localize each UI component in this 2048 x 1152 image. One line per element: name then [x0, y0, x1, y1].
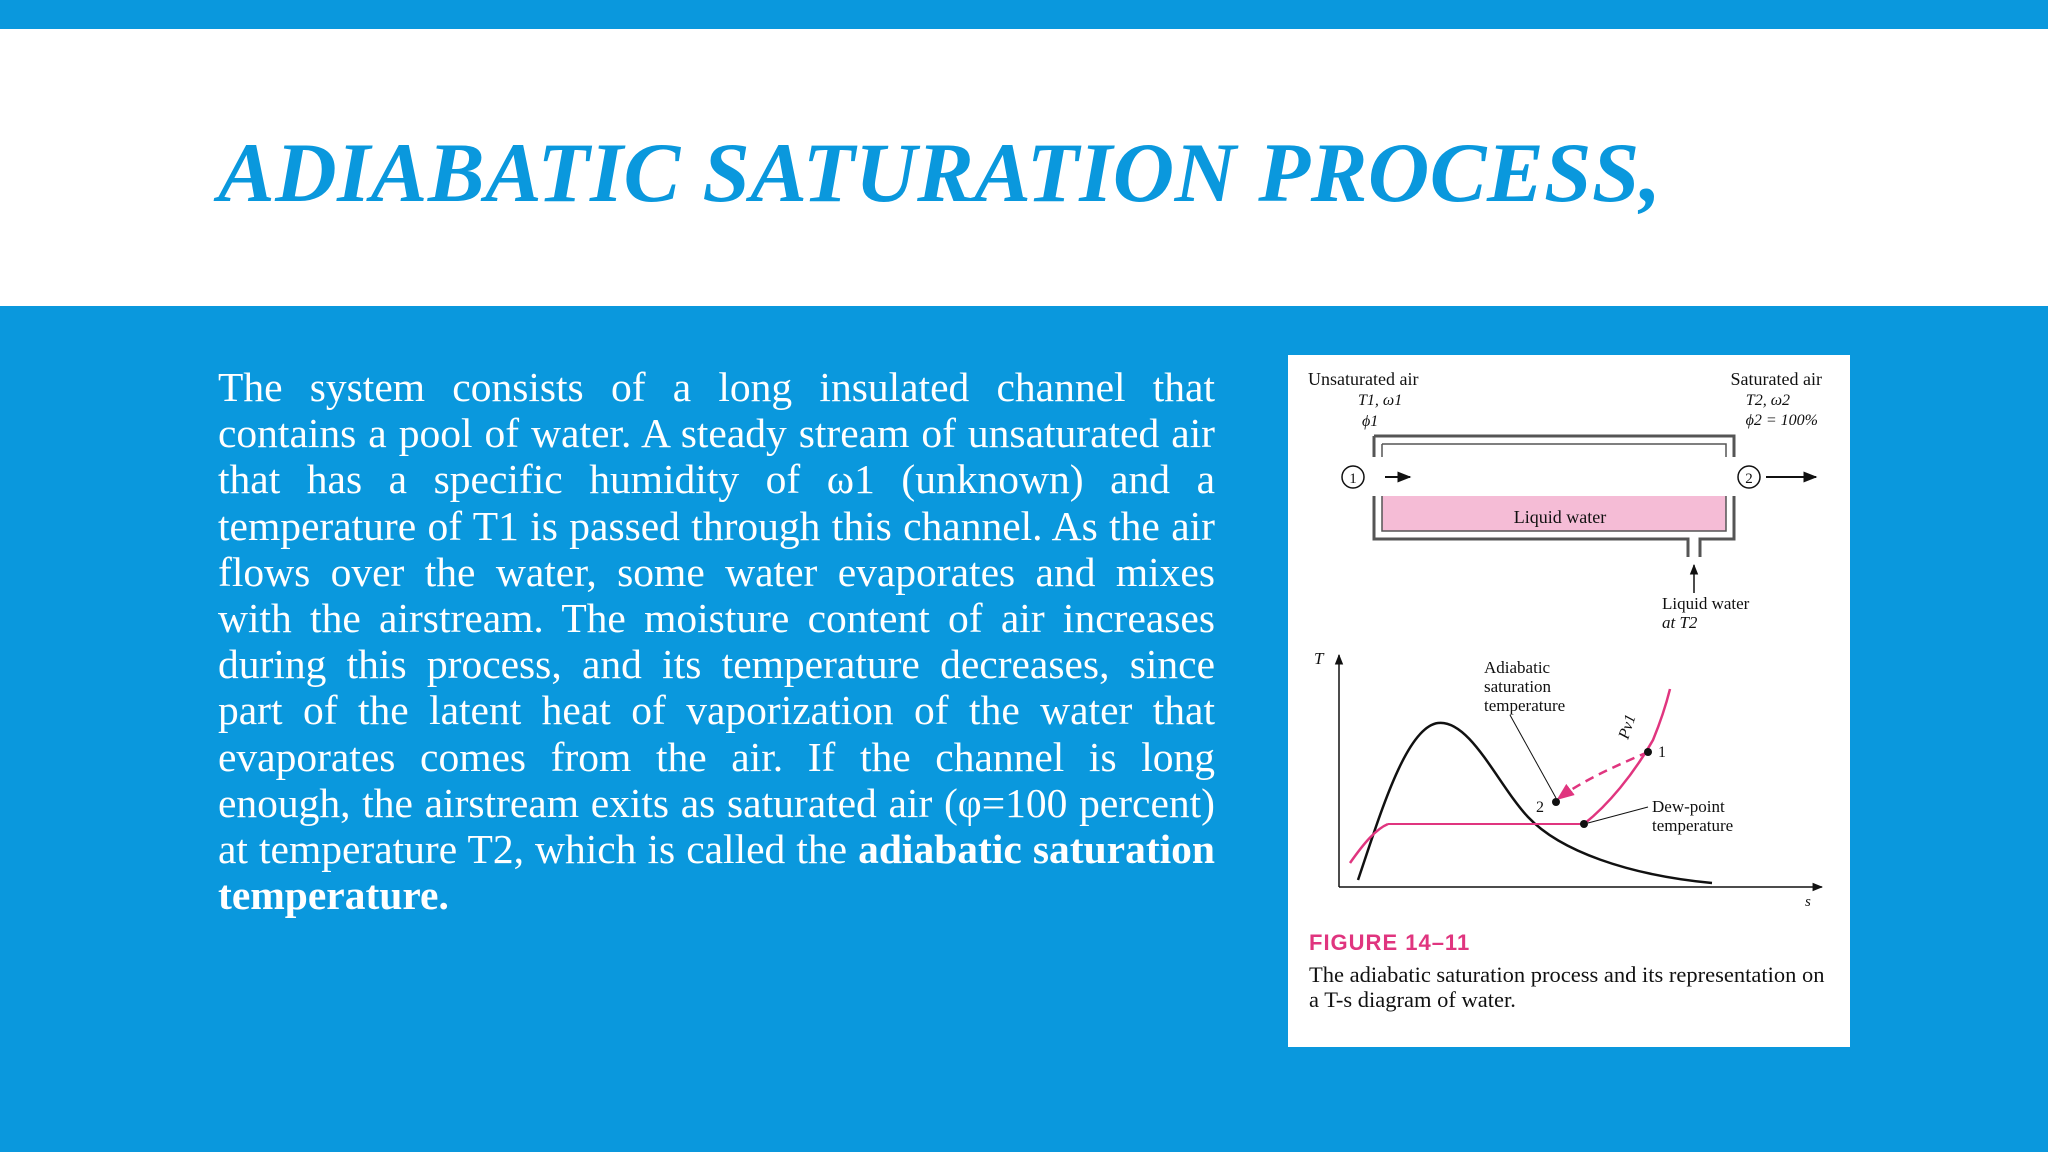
makeup-temp: at T2 — [1662, 613, 1698, 632]
figure-caption: The adiabatic saturation process and its representation on a T-s diagram of water. — [1309, 962, 1825, 1012]
figure-panel — [1288, 355, 1850, 1047]
inlet-phi: ϕ1 — [1362, 413, 1379, 430]
dew-label-2: temperature — [1652, 816, 1734, 835]
y-axis-label: T — [1314, 649, 1324, 668]
state-label-out: 2 — [1745, 471, 1753, 487]
body-paragraph — [218, 364, 1215, 918]
outlet-phi: ϕ2 = 100% — [1745, 412, 1818, 429]
inlet-title: Unsaturated air — [1308, 369, 1419, 389]
makeup-label: Liquid water — [1662, 594, 1750, 613]
adiabatic-label-3: temperature — [1484, 696, 1566, 715]
point-2-marker — [1552, 798, 1560, 806]
body-text-bold: adiabatic saturation temperature. — [218, 826, 1216, 919]
outlet-title: Saturated air — [1730, 369, 1822, 389]
x-axis-label: s — [1805, 894, 1811, 910]
inlet-props: T1, ω1 — [1358, 392, 1403, 409]
figure-number: FIGURE 14–11 — [1309, 930, 1471, 955]
dew-label-1: Dew-point — [1652, 797, 1725, 816]
point-2-label: 2 — [1536, 799, 1544, 816]
adiabatic-label-1: Adiabatic — [1484, 658, 1551, 677]
pv-label: Pv1 — [1615, 712, 1640, 742]
point-1-marker — [1644, 748, 1652, 756]
dew-point-marker — [1580, 820, 1588, 828]
adiabatic-leader — [1510, 715, 1556, 798]
adiabatic-process-path — [1558, 752, 1648, 799]
outlet-props: T2, ω2 — [1745, 392, 1790, 409]
dew-point-leader — [1588, 807, 1648, 823]
pool-label: Liquid water — [1513, 507, 1607, 527]
adiabatic-label-2: saturation — [1484, 677, 1552, 696]
state-label-in: 1 — [1349, 471, 1357, 487]
point-1-label: 1 — [1658, 744, 1666, 761]
channel — [1374, 436, 1734, 557]
body-text-main: The system consists of a long insulated channel that contains a pool of water. A steady stream of unsaturated air that has a specific humidity of ω1 (unknown) and a temperature of T1 is passed through this channel. As the air flows over the water, some water evaporates and mixes with the airstream. The moisture content of air increases during this process, and its temperature decreases, since part of the latent heat of vaporization of the water that evaporates comes from the air. If the channel is long enough, the airstream exits as saturated air (φ=100 percent) at temperature T2, which is called the — [218, 364, 1215, 873]
top-accent-strip — [0, 0, 2048, 29]
slide-title: ADIABATIC SATURATION PROCESS, — [218, 126, 1662, 220]
